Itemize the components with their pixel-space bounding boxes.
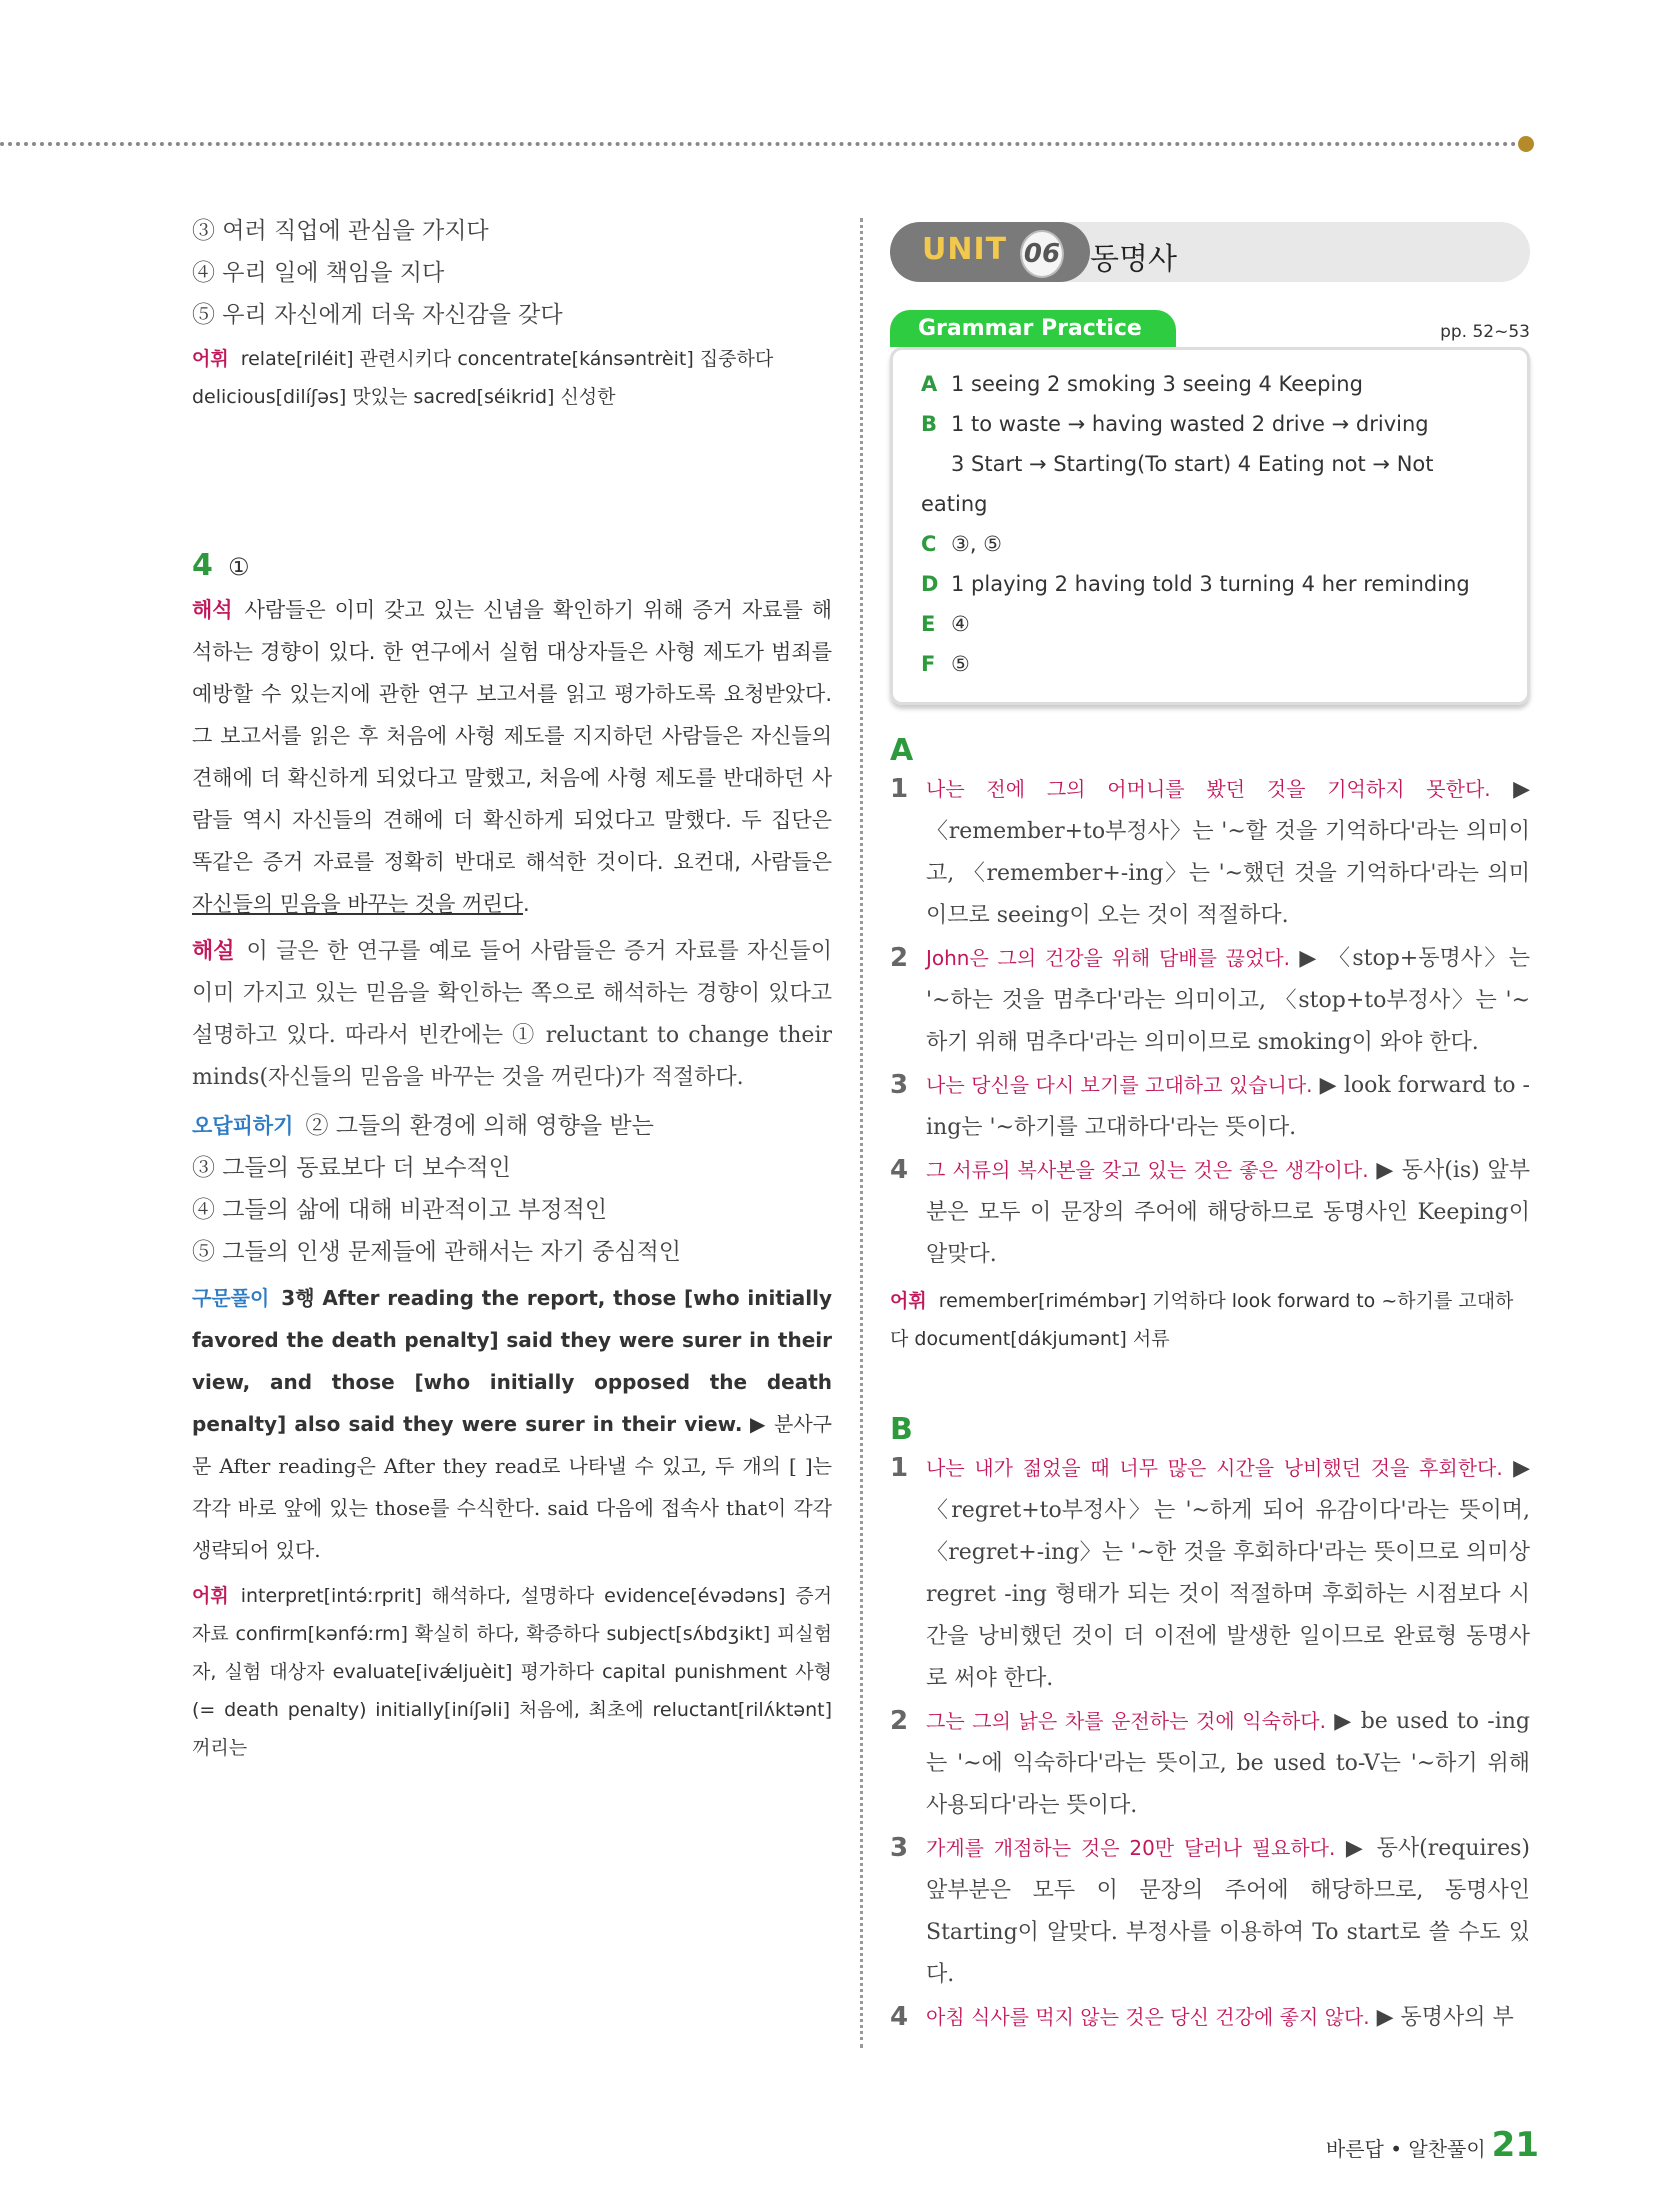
vocab-text: delicious[dilíʃəs] 맛있는 sacred[séikrid] 신성한: [192, 386, 616, 408]
translation-paragraph: [192, 589, 832, 925]
item-number: 1: [890, 774, 909, 804]
option-line: ⑤ 우리 자신에게 더욱 자신감을 갖다: [192, 302, 563, 328]
answer-row: [921, 364, 1503, 404]
item-number: 4: [890, 2002, 909, 2032]
section-b-items: [890, 1447, 1530, 2039]
structure-paragraph: [192, 1277, 832, 1571]
answer-letter: B: [921, 412, 938, 436]
answer-text: 1 seeing 2 smoking 3 seeing 4 Keeping: [951, 372, 1363, 396]
explanation-paragraph: [192, 931, 832, 1099]
item-explanation: ▶ 동명사의 부: [1376, 2005, 1514, 2030]
page-footer: [1326, 2125, 1539, 2165]
list-item: [890, 1996, 1530, 2039]
right-column: [890, 222, 1530, 2039]
item-translation: 가게를 개점하는 것은 20만 달러나 필요하다.: [926, 1836, 1336, 1860]
vocab-text: remember[rimémbər] 기억하다 look forward to ~하기를 고대하다 document[dákjumənt] 서류: [890, 1290, 1514, 1350]
answer-row: [921, 644, 1503, 684]
section-b-heading: B: [890, 1412, 913, 1447]
answer-row: [921, 404, 1503, 444]
list-item: [890, 1447, 1530, 1700]
grammar-practice-header: [890, 282, 1530, 347]
question-answer: ①: [227, 553, 250, 581]
list-item: [890, 1700, 1530, 1827]
unit-title: 동명사: [1090, 242, 1177, 277]
answer-letter: C: [921, 532, 937, 556]
item-translation: 아침 식사를 먹지 않는 것은 당신 건강에 좋지 않다.: [926, 2005, 1370, 2029]
vocab-block-2: [192, 1577, 832, 1767]
item-translation: 나는 전에 그의 어머니를 봤던 것을 기억하지 못한다.: [926, 777, 1491, 801]
translation-text: 사람들은 이미 갖고 있는 신념을 확인하기 위해 증거 자료를 해석하는 경향이 있다. 한 연구에서 실험 대상자들은 사형 제도가 범죄를 예방할 수 있는지에 관한 연구 보고서를 읽고 평가하도록 요청받았다. 그 보고서를 읽은 후 처음에 사형 제도를 지지하던 사람들은 자신들의 견해에 더 확신하게 되었다고 말했고, 처음에 사형 제도를 반대하던 사람들 역시 자신들의 견해에 더 확신하게 되었다고 말했다. 두 집단은 똑같은 증거 자료를 정확히 반대로 해석한 것이다. 요컨대, 사람들은: [192, 598, 832, 874]
wrong-item: ④ 그들의 삶에 대해 비관적이고 부정적인: [192, 1197, 608, 1223]
item-number: 2: [890, 943, 909, 973]
wrong-item: ② 그들의 환경에 의해 영향을 받는: [305, 1113, 654, 1139]
answer-text: 3 Start → Starting(To start) 4 Eating not → Not eating: [921, 452, 1434, 516]
column-divider: [860, 218, 863, 2048]
page-range: pp. 52~53: [1440, 322, 1530, 342]
answer-text: ③, ⑤: [951, 532, 1003, 556]
list-item: [890, 768, 1530, 937]
unit-label: UNIT: [922, 232, 1008, 267]
vocab-label: 어휘: [192, 1585, 229, 1607]
wrong-answers-block: [192, 1105, 832, 1273]
answer-row: [921, 604, 1503, 644]
item-translation: 나는 당신을 다시 보기를 고대하고 있습니다.: [926, 1073, 1313, 1097]
left-column: [192, 210, 832, 1767]
item-explanation: ▶ look forward to -ing는 '~하기를 고대하다'라는 뜻이다.: [926, 1073, 1530, 1140]
structure-sentence: 3행 After reading the report, those [who initially favored the death penalty] said they were surer in their view, and those [who initially opposed the death penalty] also said they were surer in their view.: [192, 1286, 832, 1436]
answer-text: 1 to waste → having wasted 2 drive → driving: [951, 412, 1429, 436]
item-number: 2: [890, 1706, 909, 1736]
item-translation: John은 그의 건강을 위해 담배를 끊었다.: [926, 946, 1290, 970]
answer-letter: A: [921, 372, 938, 396]
question-4-header: [192, 548, 832, 583]
translation-label: 해석: [192, 598, 233, 622]
answer-row: [921, 564, 1503, 604]
section-a-items: [890, 768, 1530, 1276]
structure-label: 구문풀이: [192, 1286, 270, 1310]
explanation-text: 이 글은 한 연구를 예로 들어 사람들은 증거 자료를 자신들이 이미 가지고 있는 믿음을 확인하는 쪽으로 해석하는 경향이 있다고 설명하고 있다. 따라서 빈칸에는 ① reluctant to change their minds(자신들의 믿음을 바꾸는 것을 꺼린다)가 적절하다.: [192, 939, 832, 1090]
vocab-label: 어휘: [192, 348, 229, 370]
item-translation: 그 서류의 복사본을 갖고 있는 것은 좋은 생각이다.: [926, 1158, 1369, 1182]
item-translation: 그는 그의 낡은 차를 운전하는 것에 익숙하다.: [926, 1709, 1326, 1733]
translation-end: .: [523, 892, 530, 916]
answer-letter: D: [921, 572, 939, 596]
list-item: [890, 1064, 1530, 1149]
top-dotted-rule: [0, 142, 1525, 146]
grammar-practice-answers: [890, 347, 1530, 705]
vocab-block-a: [890, 1282, 1530, 1358]
item-number: 3: [890, 1833, 909, 1863]
item-explanation: ▶ 〈stop+동명사〉는 '~하는 것을 멈추다'라는 의미이고, 〈stop+to부정사〉는 '~하기 위해 멈추다'라는 의미이므로 smoking이 와야 한다.: [926, 946, 1530, 1055]
structure-explanation: ▶ 분사구문 After reading은 After they read로 나타낼 수 있고, 두 개의 [ ]는 각각 바로 앞에 있는 those를 수식한다. said 다음에 접속사 that이 각각 생략되어 있다.: [192, 1412, 832, 1562]
section-a-heading: A: [890, 733, 914, 768]
vocab-label: 어휘: [890, 1290, 927, 1312]
item-number: 4: [890, 1155, 909, 1185]
unit-header: [890, 222, 1530, 282]
vocab-block: [192, 340, 832, 416]
answer-row: [921, 524, 1503, 564]
item-translation: 나는 내가 젊었을 때 너무 많은 시간을 낭비했던 것을 후회한다.: [926, 1456, 1503, 1480]
grammar-practice-tab: Grammar Practice: [890, 310, 1176, 347]
answer-text: ⑤: [951, 652, 970, 676]
item-explanation: ▶ 동사(requires) 앞부분은 모두 이 문장의 주어에 해당하므로, 동명사인 Starting이 알맞다. 부정사를 이용하여 To start로 쓸 수도 있다.: [926, 1836, 1530, 1987]
option-line: ③ 여러 직업에 관심을 가지다: [192, 218, 489, 244]
footer-label: 바른답 • 알찬풀이: [1325, 2137, 1486, 2161]
list-item: [890, 937, 1530, 1064]
answer-text: ④: [951, 612, 970, 636]
answer-row: [921, 444, 1503, 524]
wrong-label: 오답피하기: [192, 1114, 294, 1138]
answer-letter: E: [921, 612, 936, 636]
top-rule-dot: [1518, 136, 1534, 152]
list-item: [890, 1827, 1530, 1996]
wrong-item: ③ 그들의 동료보다 더 보수적인: [192, 1155, 511, 1181]
translation-underlined: 자신들의 믿음을 바꾸는 것을 꺼린다: [192, 892, 523, 916]
list-item: [890, 1149, 1530, 1276]
question-number: 4: [192, 548, 213, 583]
item-explanation: ▶ 〈remember+to부정사〉는 '~할 것을 기억하다'라는 의미이고, 〈remember+-ing〉는 '~했던 것을 기억하다'라는 의미이므로 seeing이 오는 것이 적절하다.: [926, 777, 1530, 928]
answer-text: 1 playing 2 having told 3 turning 4 her reminding: [951, 572, 1470, 596]
item-explanation: ▶ 동사(is) 앞부분은 모두 이 문장의 주어에 해당하므로 동명사인 Keeping이 알맞다.: [926, 1158, 1531, 1267]
page-number: 21: [1491, 2125, 1539, 2165]
answer-letter: F: [921, 652, 936, 676]
explanation-label: 해설: [192, 939, 235, 964]
wrong-item: ⑤ 그들의 인생 문제들에 관해서는 자기 중심적인: [192, 1239, 682, 1265]
item-explanation: ▶ 〈regret+to부정사〉는 '~하게 되어 유감이다'라는 뜻이며, 〈regret+-ing〉는 '~한 것을 후회하다'라는 뜻이므로 의미상 regret -ing 형태가 되는 것이 적절하며 후회하는 시점보다 시간을 낭비했던 것이 더 이전에 발생한 일이므로 완료형 동명사로 써야 한다.: [926, 1456, 1530, 1691]
item-number: 3: [890, 1070, 909, 1100]
unit-number: 06: [1020, 230, 1064, 278]
vocab-text: relate[riléit] 관련시키다 concentrate[kánsəntrèit] 집중하다: [240, 348, 774, 370]
vocab-text: interpret[intə́ːrprit] 해석하다, 설명하다 evidence[évədəns] 증거 자료 confirm[kənfə́ːrm] 확실히 하다, 확증하다 subject[sʌ́bdʒikt] 피실험자, 실험 대상자 evaluate[ivǽljuèit] 평가하다 capital punishment 사형 (= death penalty) initially[iníʃəli] 처음에, 최초에 reluctant[rilʌ́ktənt] 꺼리는: [192, 1585, 832, 1759]
item-explanation: ▶ be used to -ing는 '~에 익숙하다'라는 뜻이고, be used to-V는 '~하기 위해 사용되다'라는 뜻이다.: [926, 1709, 1530, 1818]
item-number: 1: [890, 1453, 909, 1483]
option-line: ④ 우리 일에 책임을 지다: [192, 260, 445, 286]
